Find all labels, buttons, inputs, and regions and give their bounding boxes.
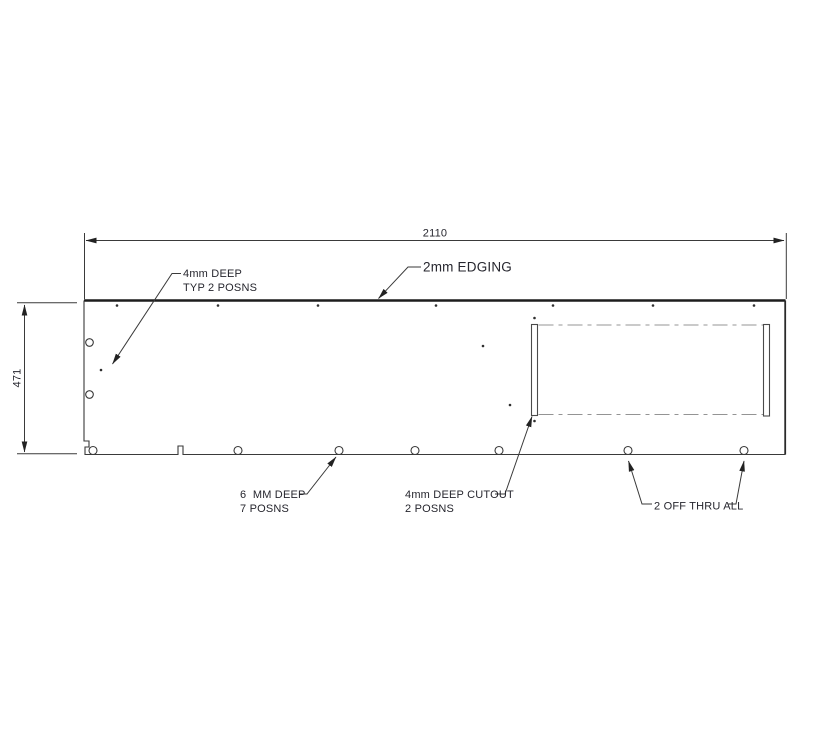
leader-cutout [495,417,532,495]
center-mark [652,304,655,307]
center-mark [509,404,512,407]
center-marks [100,304,756,422]
hole-side [86,391,94,399]
center-mark [753,304,756,307]
center-mark [482,345,485,348]
dimension-width-value: 2110 [422,227,448,240]
callout-pocket-4mm-line1: 4mm DEEP [183,268,243,280]
callout-edging [379,260,513,299]
callout-pocket-6mm-line2: 7 POSNS [240,503,290,515]
hole-side [86,339,94,347]
callout-pocket-6mm-line1: 6 MM DEEP [240,489,306,501]
cutout-slot-left [532,325,538,416]
callout-thru [629,461,745,513]
cutout-region [532,325,770,417]
hole [89,447,97,455]
hole-thru [624,447,632,455]
callout-cutout-line1: 4mm DEEP CUTOUT [405,489,514,501]
hole [335,447,343,455]
callout-cutout [405,417,532,516]
leader-thru-left [629,461,653,504]
dimension-height-value: 471 [11,368,24,388]
cutout-slot-right [764,325,770,417]
center-mark [317,304,320,307]
bottom-holes [89,447,748,455]
hole [234,447,242,455]
center-mark [552,304,555,307]
dimension-height [12,303,78,454]
side-holes [86,339,94,399]
leader-thru-right [728,461,744,504]
callout-pocket-4mm [113,268,258,364]
leader-pocket-4mm [113,274,182,365]
hole-thru [740,447,748,455]
callout-pocket-6mm [240,457,336,515]
panel-outline [84,301,786,455]
center-mark [116,304,119,307]
callout-pocket-4mm-line2: TYP 2 POSNS [183,282,258,294]
leader-edging [379,267,422,299]
center-mark [435,304,438,307]
callout-cutout-line2: 2 POSNS [405,503,455,515]
hole [495,447,503,455]
center-mark [533,420,536,423]
hole [411,447,419,455]
center-mark [533,317,536,320]
panel-left-bottom-edge [84,301,786,455]
center-mark [100,369,103,372]
callout-thru-label: 2 OFF THRU ALL [654,500,744,513]
center-mark [217,304,220,307]
callout-edging-label: 2mm EDGING [423,259,513,275]
